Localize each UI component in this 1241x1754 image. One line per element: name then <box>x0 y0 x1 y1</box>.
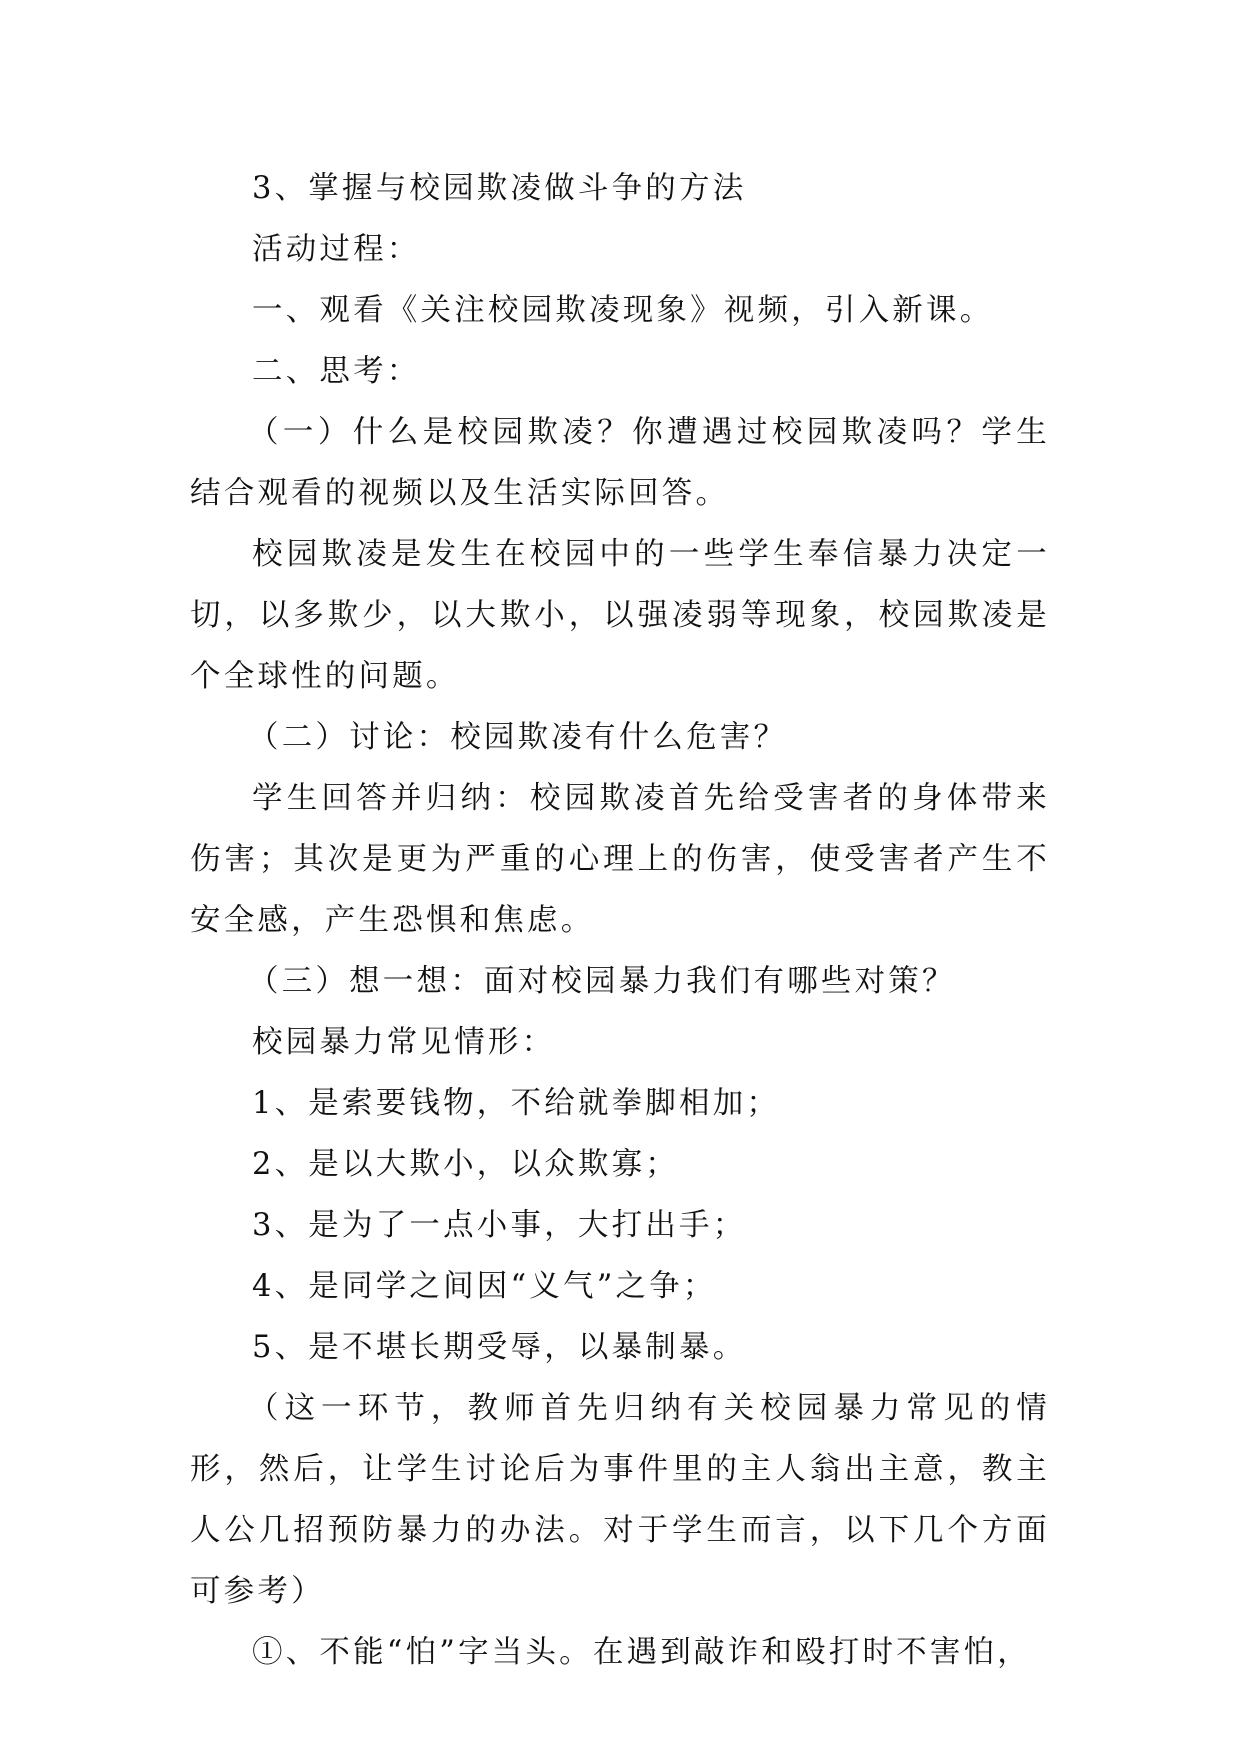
list-item-situation-3: 3、是为了一点小事，大打出手； <box>252 1208 747 1243</box>
paragraph-common-situations: 校园暴力常见情形： <box>252 1025 556 1060</box>
paragraph-objective-3: 3、掌握与校园欺凌做斗争的方法 <box>252 171 747 206</box>
list-item-situation-5: 5、是不堪长期受辱，以暴制暴。 <box>252 1330 747 1365</box>
paragraph-step-one: 一、观看《关注校园欺凌现象》视频，引入新课。 <box>252 293 994 328</box>
list-item-situation-4: 4、是同学之间因“义气”之争； <box>252 1269 717 1304</box>
list-item-situation-1: 1、是索要钱物，不给就拳脚相加； <box>252 1086 781 1121</box>
paragraph-teacher-note: （这一环节，教师首先归纳有关校园暴力常见的情形，然后，让学生讨论后为事件里的主人翁出主意，教主人公几招预防暴力的办法。对于学生而言，以下几个方面可参考） <box>190 1391 1050 1609</box>
paragraph-step-two: 二、思考： <box>252 354 421 389</box>
paragraph-harm-summary: 学生回答并归纳：校园欺凌首先给受害者的身体带来伤害；其次是更为严重的心理上的伤害，使受害者产生不安全感，产生恐惧和焦虑。 <box>190 781 1050 938</box>
list-item-situation-2: 2、是以大欺小，以众欺寡； <box>252 1147 680 1182</box>
paragraph-activity-process: 活动过程： <box>252 232 421 267</box>
paragraph-advice-1: ①、不能“怕”字当头。在遇到敲诈和殴打时不害怕， <box>252 1635 1031 1670</box>
document-body <box>190 158 1050 1683</box>
paragraph-question-two: （二）讨论：校园欺凌有什么危害？ <box>248 720 788 755</box>
paragraph-question-one: （一）什么是校园欺凌？你遭遇过校园欺凌吗？学生结合观看的视频以及生活实际回答。 <box>190 415 1050 511</box>
paragraph-question-three: （三）想一想：面对校园暴力我们有哪些对策？ <box>248 964 956 999</box>
paragraph-definition: 校园欺凌是发生在校园中的一些学生奉信暴力决定一切，以多欺少，以大欺小，以强凌弱等现象，校园欺凌是个全球性的问题。 <box>190 537 1050 694</box>
